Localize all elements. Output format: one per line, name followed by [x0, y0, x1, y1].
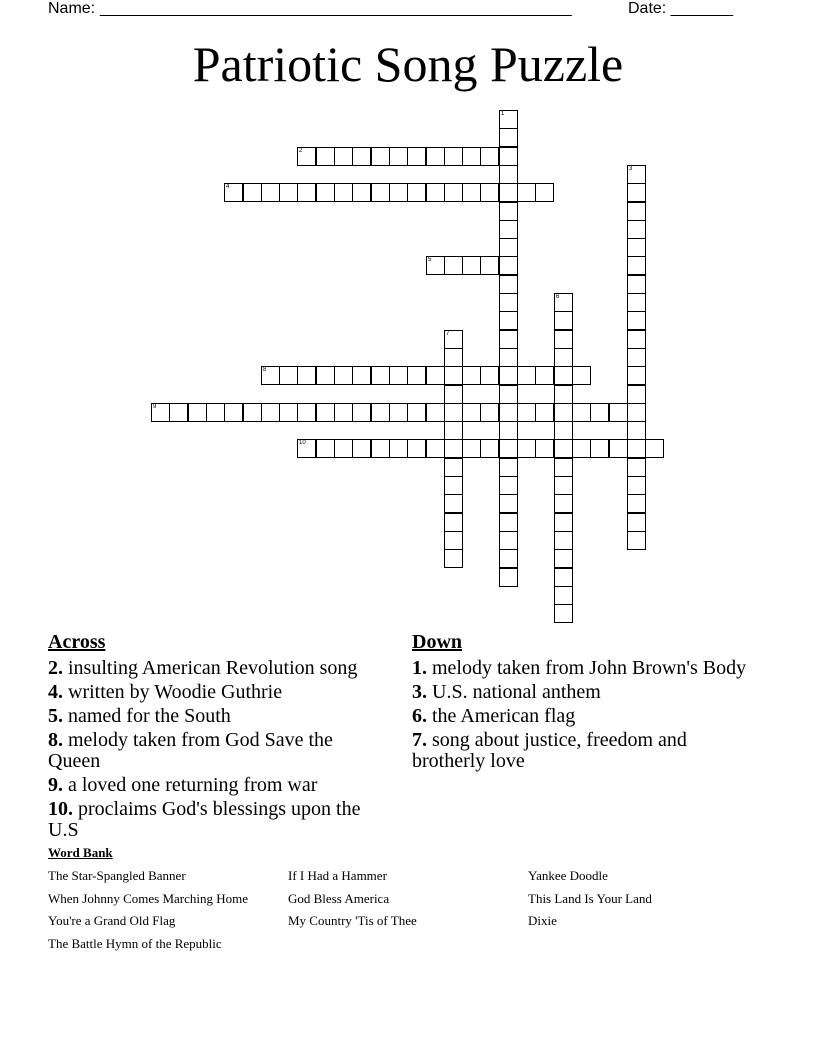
across-clue: [48, 799, 388, 841]
crossword-cell[interactable]: [444, 330, 463, 349]
crossword-cell[interactable]: [444, 348, 463, 367]
crossword-cell[interactable]: [352, 439, 371, 458]
crossword-cell[interactable]: [444, 403, 463, 422]
crossword-cell[interactable]: [609, 403, 628, 422]
crossword-cell[interactable]: [590, 439, 609, 458]
crossword-cell[interactable]: [316, 366, 335, 385]
clue-number: 2.: [48, 657, 63, 679]
crossword-cell[interactable]: [627, 439, 646, 458]
crossword-cell[interactable]: [627, 403, 646, 422]
across-clue: [48, 730, 388, 772]
crossword-cell[interactable]: [554, 476, 573, 495]
clue-number: 5: [428, 257, 432, 263]
crossword-cell[interactable]: [444, 256, 463, 275]
word-bank-item: Dixie: [528, 913, 557, 929]
crossword-cell[interactable]: [444, 476, 463, 495]
crossword-cell[interactable]: [279, 403, 298, 422]
crossword-cell[interactable]: [444, 183, 463, 202]
crossword-cell[interactable]: [407, 366, 426, 385]
crossword-cell[interactable]: [444, 531, 463, 550]
crossword-cell[interactable]: [499, 549, 518, 568]
crossword-cell[interactable]: [371, 183, 390, 202]
crossword-cell[interactable]: [480, 366, 499, 385]
crossword-cell[interactable]: [297, 147, 316, 166]
crossword-cell[interactable]: [371, 147, 390, 166]
clue-text: melody taken from God Save the Queen: [48, 729, 333, 772]
crossword-cell[interactable]: [371, 366, 390, 385]
crossword-cell[interactable]: [499, 330, 518, 349]
crossword-cell[interactable]: [188, 403, 207, 422]
crossword-cell[interactable]: [645, 439, 664, 458]
crossword-cell[interactable]: [499, 128, 518, 147]
crossword-cell[interactable]: [297, 403, 316, 422]
crossword-cell[interactable]: [517, 183, 536, 202]
crossword-cell[interactable]: [554, 385, 573, 404]
crossword-cell[interactable]: [609, 439, 628, 458]
word-bank-title: Word Bank: [48, 845, 113, 860]
clue-text: the American flag: [427, 705, 576, 727]
crossword-cell[interactable]: [169, 403, 188, 422]
word-bank-item: This Land Is Your Land: [528, 890, 652, 906]
crossword-cell[interactable]: [151, 403, 170, 422]
crossword-cell[interactable]: [444, 494, 463, 513]
across-clues: [48, 630, 388, 844]
crossword-cell[interactable]: [554, 513, 573, 532]
crossword-cell[interactable]: [627, 238, 646, 257]
crossword-cell[interactable]: [572, 403, 591, 422]
crossword-cell[interactable]: [499, 385, 518, 404]
crossword-cell[interactable]: [279, 183, 298, 202]
across-clue: [48, 658, 388, 679]
crossword-cell[interactable]: [627, 202, 646, 221]
clue-number: 5.: [48, 705, 63, 727]
clue-number: 7.: [412, 729, 427, 751]
across-clue: [48, 775, 388, 796]
crossword-cell[interactable]: [462, 403, 481, 422]
clue-text: song about justice, freedom and brotherly love: [412, 729, 687, 772]
word-bank-item: My Country 'Tis of Thee: [288, 913, 417, 929]
crossword-cell[interactable]: [554, 330, 573, 349]
crossword-cell[interactable]: [480, 183, 499, 202]
crossword-cell[interactable]: [499, 568, 518, 587]
crossword-cell[interactable]: [499, 531, 518, 550]
crossword-cell[interactable]: [499, 147, 518, 166]
crossword-cell[interactable]: [334, 439, 353, 458]
clue-number: 6.: [412, 705, 427, 727]
clue-number: 10: [299, 440, 306, 446]
page-title: Patriotic Song Puzzle: [192, 36, 624, 92]
word-bank-item: The Star-Spangled Banner: [48, 868, 186, 883]
crossword-cell[interactable]: [297, 366, 316, 385]
crossword-cell[interactable]: [554, 366, 573, 385]
crossword-cell[interactable]: [243, 183, 262, 202]
crossword-cell[interactable]: [371, 403, 390, 422]
crossword-cell[interactable]: [407, 147, 426, 166]
word-bank-item: If I Had a Hammer: [288, 868, 387, 883]
crossword-cell[interactable]: [535, 366, 554, 385]
crossword-cell[interactable]: [297, 183, 316, 202]
crossword-cell[interactable]: [444, 385, 463, 404]
crossword-cell[interactable]: [261, 366, 280, 385]
crossword-cell[interactable]: [389, 403, 408, 422]
crossword-cell[interactable]: [352, 183, 371, 202]
crossword-cell[interactable]: [554, 421, 573, 440]
crossword-cell[interactable]: [261, 183, 280, 202]
clue-text: insulting American Revolution song: [63, 657, 358, 679]
crossword-cell[interactable]: [499, 494, 518, 513]
word-bank-item: You're a Grand Old Flag: [48, 913, 176, 929]
crossword-cell[interactable]: [554, 549, 573, 568]
crossword-cell[interactable]: [627, 275, 646, 294]
crossword-cell[interactable]: [444, 458, 463, 477]
crossword-cell[interactable]: [499, 476, 518, 495]
crossword-cell[interactable]: [499, 165, 518, 184]
crossword-cell[interactable]: [499, 256, 518, 275]
clue-number: 1.: [412, 657, 427, 679]
crossword-cell[interactable]: [279, 366, 298, 385]
crossword-cell[interactable]: [499, 202, 518, 221]
crossword-cell[interactable]: [627, 165, 646, 184]
crossword-cell[interactable]: [627, 348, 646, 367]
crossword-cell[interactable]: [627, 256, 646, 275]
crossword-cell[interactable]: [352, 403, 371, 422]
clue-text: a loved one returning from war: [63, 774, 318, 796]
crossword-cell[interactable]: [627, 220, 646, 239]
crossword-cell[interactable]: [480, 403, 499, 422]
crossword-cell[interactable]: [389, 366, 408, 385]
crossword-cell[interactable]: [535, 403, 554, 422]
crossword-cell[interactable]: [462, 439, 481, 458]
crossword-cell[interactable]: [243, 403, 262, 422]
crossword-cell[interactable]: [590, 403, 609, 422]
crossword-cell[interactable]: [499, 366, 518, 385]
clue-number: 2: [299, 148, 303, 154]
crossword-cell[interactable]: [206, 403, 225, 422]
crossword-cell[interactable]: [554, 531, 573, 550]
crossword-cell[interactable]: [444, 421, 463, 440]
crossword-cell[interactable]: [389, 147, 408, 166]
crossword-cell[interactable]: [462, 366, 481, 385]
crossword-cell[interactable]: [444, 549, 463, 568]
down-clue: [412, 706, 752, 727]
crossword-cell[interactable]: [371, 439, 390, 458]
crossword-cell[interactable]: [627, 458, 646, 477]
name-blank[interactable]: _____________________________________________________: [100, 0, 572, 17]
clue-number: 10.: [48, 798, 73, 820]
crossword-cell[interactable]: [499, 439, 518, 458]
crossword-cell[interactable]: [444, 513, 463, 532]
clue-text: proclaims God's blessings upon the U.S: [48, 798, 361, 841]
crossword-cell[interactable]: [627, 330, 646, 349]
crossword-cell[interactable]: [627, 293, 646, 312]
crossword-cell[interactable]: [554, 494, 573, 513]
crossword-cell[interactable]: [554, 403, 573, 422]
crossword-cell[interactable]: [480, 147, 499, 166]
crossword-cell[interactable]: [480, 256, 499, 275]
crossword-cell[interactable]: [554, 348, 573, 367]
crossword-cell[interactable]: [499, 348, 518, 367]
word-bank-item: God Bless America: [288, 890, 390, 906]
clue-text: written by Woodie Guthrie: [63, 681, 283, 703]
crossword-cell[interactable]: [352, 366, 371, 385]
crossword-cell[interactable]: [627, 476, 646, 495]
crossword-cell[interactable]: [334, 366, 353, 385]
crossword-cell[interactable]: [462, 256, 481, 275]
crossword-cell[interactable]: [316, 183, 335, 202]
word-bank-item: When Johnny Comes Marching Home: [48, 890, 249, 906]
crossword-cell[interactable]: [426, 256, 445, 275]
crossword-cell[interactable]: [261, 403, 280, 422]
date-label[interactable]: Date: _______: [628, 0, 733, 17]
crossword-cell[interactable]: [499, 421, 518, 440]
crossword-cell[interactable]: [426, 183, 445, 202]
crossword-cell[interactable]: [407, 403, 426, 422]
crossword-cell[interactable]: [389, 183, 408, 202]
crossword-cell[interactable]: [426, 147, 445, 166]
name-label: Name:: [48, 0, 100, 17]
crossword-cell[interactable]: [426, 403, 445, 422]
clue-number: 9: [153, 404, 157, 410]
crossword-cell[interactable]: [554, 458, 573, 477]
crossword-cell[interactable]: [627, 531, 646, 550]
crossword-cell[interactable]: [224, 183, 243, 202]
across-clue: [48, 682, 388, 703]
crossword-cell[interactable]: [334, 147, 353, 166]
crossword-cell[interactable]: [499, 403, 518, 422]
crossword-cell[interactable]: [627, 183, 646, 202]
crossword-cell[interactable]: [572, 366, 591, 385]
clue-number: 4: [226, 184, 230, 190]
crossword-cell[interactable]: [316, 403, 335, 422]
crossword-cell[interactable]: [499, 293, 518, 312]
clue-number: 8: [263, 367, 267, 373]
crossword-cell[interactable]: [499, 458, 518, 477]
clue-text: U.S. national anthem: [427, 681, 601, 703]
crossword-cell[interactable]: [517, 366, 536, 385]
crossword-cell[interactable]: [444, 439, 463, 458]
crossword-cell[interactable]: [352, 147, 371, 166]
down-heading: Down: [412, 631, 463, 653]
across-clue-list: [48, 658, 388, 841]
crossword-cell[interactable]: [444, 366, 463, 385]
crossword-cell[interactable]: [627, 513, 646, 532]
crossword-cell[interactable]: [499, 238, 518, 257]
crossword-cell[interactable]: [499, 110, 518, 129]
crossword-cell[interactable]: [499, 311, 518, 330]
crossword-cell[interactable]: [426, 439, 445, 458]
down-clue-list: [412, 658, 752, 772]
across-heading: Across: [48, 631, 106, 653]
crossword-cell[interactable]: [627, 494, 646, 513]
clue-number: 7: [446, 331, 450, 337]
down-clues: [412, 630, 752, 775]
word-bank-item: The Battle Hymn of the Republic: [48, 936, 222, 952]
crossword-cell[interactable]: [444, 147, 463, 166]
crossword-cell[interactable]: [554, 439, 573, 458]
word-bank-item: Yankee Doodle: [528, 868, 608, 883]
crossword-cell[interactable]: [627, 311, 646, 330]
crossword-cell[interactable]: [480, 439, 499, 458]
crossword-cell[interactable]: [407, 439, 426, 458]
down-clue: [412, 730, 752, 772]
crossword-cell[interactable]: [407, 183, 426, 202]
crossword-cell[interactable]: [554, 293, 573, 312]
crossword-cell[interactable]: [554, 604, 573, 623]
crossword-cell[interactable]: [389, 439, 408, 458]
crossword-cell[interactable]: [334, 403, 353, 422]
crossword-cell[interactable]: [334, 183, 353, 202]
clue-number: 4.: [48, 681, 63, 703]
crossword-cell[interactable]: [499, 183, 518, 202]
crossword-cell[interactable]: [316, 439, 335, 458]
clue-text: named for the South: [63, 705, 231, 727]
crossword-cell[interactable]: [517, 439, 536, 458]
crossword-cell[interactable]: [535, 183, 554, 202]
crossword-cell[interactable]: [627, 366, 646, 385]
crossword-cell[interactable]: [316, 147, 335, 166]
clue-number: 1: [501, 111, 505, 117]
crossword-cell[interactable]: [297, 439, 316, 458]
crossword-cell[interactable]: [499, 513, 518, 532]
clue-number: 9.: [48, 774, 63, 796]
crossword-cell[interactable]: [517, 403, 536, 422]
crossword-cell[interactable]: [462, 147, 481, 166]
crossword-cell[interactable]: [462, 183, 481, 202]
crossword-cell[interactable]: [554, 586, 573, 605]
crossword-cell[interactable]: [554, 568, 573, 587]
clue-number: 3: [629, 166, 633, 172]
crossword-cell[interactable]: [627, 421, 646, 440]
down-clue: [412, 682, 752, 703]
crossword-cell[interactable]: [535, 439, 554, 458]
clue-number: 6: [556, 294, 560, 300]
clue-number: 3.: [412, 681, 427, 703]
down-clue: [412, 658, 752, 679]
across-clue: [48, 706, 388, 727]
crossword-cell[interactable]: [499, 275, 518, 294]
crossword-cell[interactable]: [224, 403, 243, 422]
crossword-cell[interactable]: [572, 439, 591, 458]
clue-number: 8.: [48, 729, 63, 751]
crossword-cell[interactable]: [554, 311, 573, 330]
crossword-cell[interactable]: [426, 366, 445, 385]
crossword-cell[interactable]: [627, 385, 646, 404]
clue-text: melody taken from John Brown's Body: [427, 657, 747, 679]
crossword-cell[interactable]: [499, 220, 518, 239]
